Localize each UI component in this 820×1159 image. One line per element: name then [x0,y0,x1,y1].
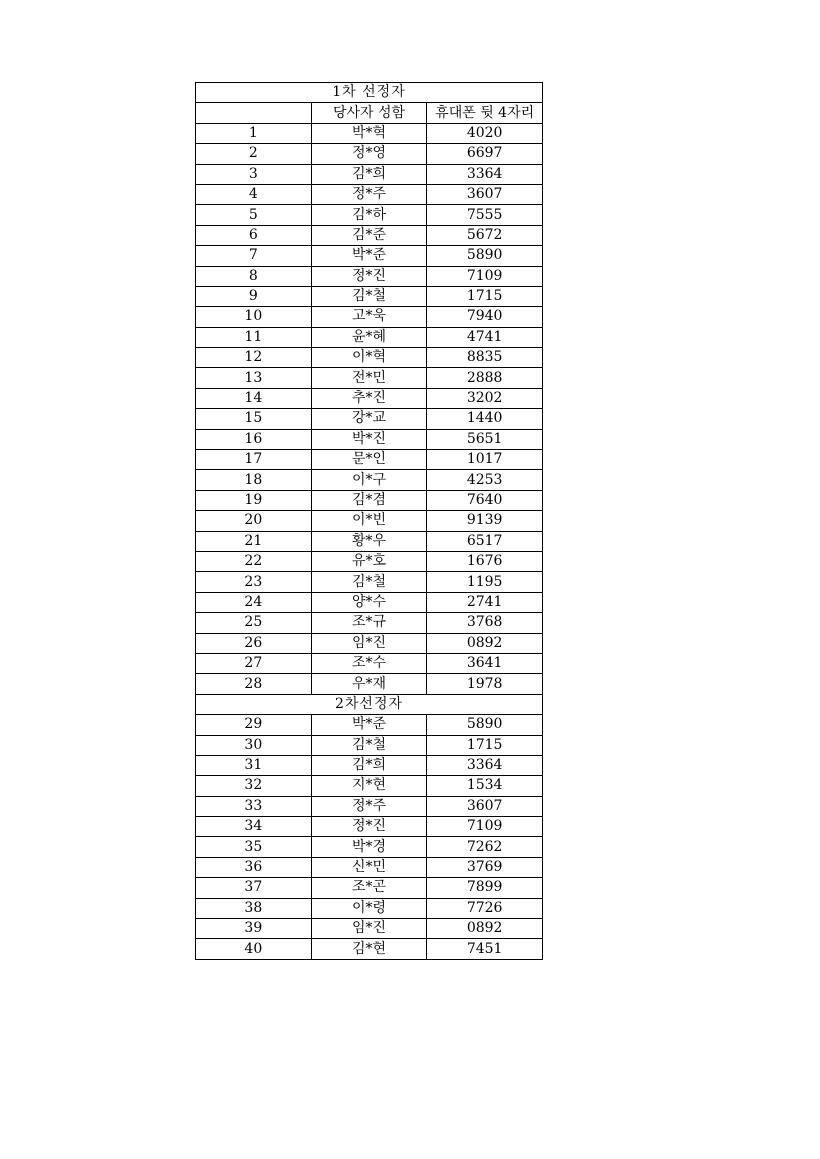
phone-last-digits: 3364 [427,164,543,184]
table-row [196,653,543,673]
row-number: 20 [196,511,312,531]
person-name: 정*진 [311,817,427,837]
phone-last-digits: 3202 [427,388,543,408]
row-number: 23 [196,572,312,592]
phone-last-digits: 6697 [427,144,543,164]
row-number: 26 [196,633,312,653]
row-number: 32 [196,776,312,796]
table-row [196,450,543,470]
person-name: 조*수 [311,653,427,673]
winners-table-body [196,83,543,960]
table-row [196,490,543,510]
table-row [196,796,543,816]
person-name: 정*진 [311,266,427,286]
section-title-row [196,83,543,103]
table-row [196,388,543,408]
row-number: 5 [196,205,312,225]
row-number: 10 [196,307,312,327]
person-name: 임*진 [311,633,427,653]
header-no [196,103,312,123]
person-name: 이*구 [311,470,427,490]
person-name: 강*교 [311,409,427,429]
row-number: 27 [196,653,312,673]
table-row [196,348,543,368]
table-row [196,470,543,490]
phone-last-digits: 9139 [427,511,543,531]
row-number: 15 [196,409,312,429]
table-row [196,327,543,347]
phone-last-digits: 7940 [427,307,543,327]
phone-last-digits: 1715 [427,286,543,306]
phone-last-digits: 8835 [427,348,543,368]
phone-last-digits: 7262 [427,837,543,857]
person-name: 전*민 [311,368,427,388]
phone-last-digits: 3769 [427,857,543,877]
table-row [196,633,543,653]
winners-sheet [195,82,543,960]
section-title-row [196,694,543,714]
table-row [196,225,543,245]
phone-last-digits: 3364 [427,755,543,775]
phone-last-digits: 7640 [427,490,543,510]
row-number: 35 [196,837,312,857]
row-number: 25 [196,613,312,633]
row-number: 22 [196,551,312,571]
table-row [196,715,543,735]
table-row [196,164,543,184]
phone-last-digits: 7555 [427,205,543,225]
person-name: 유*호 [311,551,427,571]
header-phone: 휴대폰 뒷 4자리 [427,103,543,123]
row-number: 6 [196,225,312,245]
person-name: 고*욱 [311,307,427,327]
row-number: 34 [196,817,312,837]
phone-last-digits: 4020 [427,123,543,143]
table-row [196,572,543,592]
person-name: 박*혁 [311,123,427,143]
phone-last-digits: 7451 [427,939,543,959]
row-number: 17 [196,450,312,470]
table-row [196,409,543,429]
phone-last-digits: 7109 [427,817,543,837]
table-row [196,919,543,939]
table-row [196,246,543,266]
row-number: 7 [196,246,312,266]
phone-last-digits: 7899 [427,878,543,898]
person-name: 이*빈 [311,511,427,531]
table-row [196,144,543,164]
phone-last-digits: 0892 [427,633,543,653]
person-name: 김*희 [311,164,427,184]
phone-last-digits: 0892 [427,919,543,939]
table-row [196,898,543,918]
person-name: 김*하 [311,205,427,225]
phone-last-digits: 1978 [427,674,543,694]
phone-last-digits: 1534 [427,776,543,796]
person-name: 조*곤 [311,878,427,898]
row-number: 24 [196,592,312,612]
person-name: 김*현 [311,939,427,959]
phone-last-digits: 3607 [427,796,543,816]
table-row [196,286,543,306]
phone-last-digits: 5672 [427,225,543,245]
row-number: 29 [196,715,312,735]
person-name: 추*진 [311,388,427,408]
table-row [196,878,543,898]
person-name: 윤*혜 [311,327,427,347]
person-name: 박*준 [311,715,427,735]
person-name: 김*철 [311,735,427,755]
row-number: 12 [196,348,312,368]
person-name: 박*준 [311,246,427,266]
row-number: 4 [196,184,312,204]
row-number: 8 [196,266,312,286]
table-row [196,123,543,143]
row-number: 38 [196,898,312,918]
phone-last-digits: 4741 [427,327,543,347]
table-row [196,776,543,796]
phone-last-digits: 7109 [427,266,543,286]
table-row [196,674,543,694]
person-name: 우*재 [311,674,427,694]
row-number: 2 [196,144,312,164]
table-row [196,939,543,959]
table-row [196,429,543,449]
person-name: 정*영 [311,144,427,164]
phone-last-digits: 4253 [427,470,543,490]
header-row [196,103,543,123]
table-row [196,592,543,612]
table-row [196,205,543,225]
person-name: 박*경 [311,837,427,857]
phone-last-digits: 2888 [427,368,543,388]
row-number: 18 [196,470,312,490]
table-row [196,266,543,286]
phone-last-digits: 1195 [427,572,543,592]
row-number: 33 [196,796,312,816]
person-name: 황*우 [311,531,427,551]
section-title: 1차 선정자 [196,83,543,103]
row-number: 16 [196,429,312,449]
person-name: 정*주 [311,184,427,204]
person-name: 양*수 [311,592,427,612]
winners-table [195,82,543,960]
phone-last-digits: 5890 [427,246,543,266]
person-name: 이*혁 [311,348,427,368]
person-name: 임*진 [311,919,427,939]
person-name: 조*규 [311,613,427,633]
phone-last-digits: 5651 [427,429,543,449]
row-number: 19 [196,490,312,510]
row-number: 30 [196,735,312,755]
row-number: 1 [196,123,312,143]
person-name: 김*철 [311,572,427,592]
person-name: 이*령 [311,898,427,918]
table-row [196,735,543,755]
row-number: 39 [196,919,312,939]
person-name: 정*주 [311,796,427,816]
person-name: 신*민 [311,857,427,877]
person-name: 김*희 [311,755,427,775]
phone-last-digits: 1017 [427,450,543,470]
row-number: 28 [196,674,312,694]
row-number: 11 [196,327,312,347]
phone-last-digits: 7726 [427,898,543,918]
phone-last-digits: 6517 [427,531,543,551]
table-row [196,531,543,551]
person-name: 박*진 [311,429,427,449]
row-number: 13 [196,368,312,388]
table-row [196,511,543,531]
row-number: 3 [196,164,312,184]
table-row [196,368,543,388]
phone-last-digits: 3607 [427,184,543,204]
header-name: 당사자 성함 [311,103,427,123]
phone-last-digits: 1676 [427,551,543,571]
row-number: 31 [196,755,312,775]
row-number: 9 [196,286,312,306]
row-number: 37 [196,878,312,898]
table-row [196,551,543,571]
table-row [196,613,543,633]
row-number: 40 [196,939,312,959]
table-row [196,837,543,857]
phone-last-digits: 3641 [427,653,543,673]
phone-last-digits: 1715 [427,735,543,755]
person-name: 김*겸 [311,490,427,510]
person-name: 문*인 [311,450,427,470]
table-row [196,857,543,877]
table-row [196,184,543,204]
table-row [196,307,543,327]
row-number: 14 [196,388,312,408]
row-number: 36 [196,857,312,877]
person-name: 김*준 [311,225,427,245]
section-title: 2차선정자 [196,694,543,714]
phone-last-digits: 5890 [427,715,543,735]
table-row [196,817,543,837]
person-name: 지*현 [311,776,427,796]
phone-last-digits: 3768 [427,613,543,633]
person-name: 김*철 [311,286,427,306]
phone-last-digits: 1440 [427,409,543,429]
row-number: 21 [196,531,312,551]
phone-last-digits: 2741 [427,592,543,612]
table-row [196,755,543,775]
